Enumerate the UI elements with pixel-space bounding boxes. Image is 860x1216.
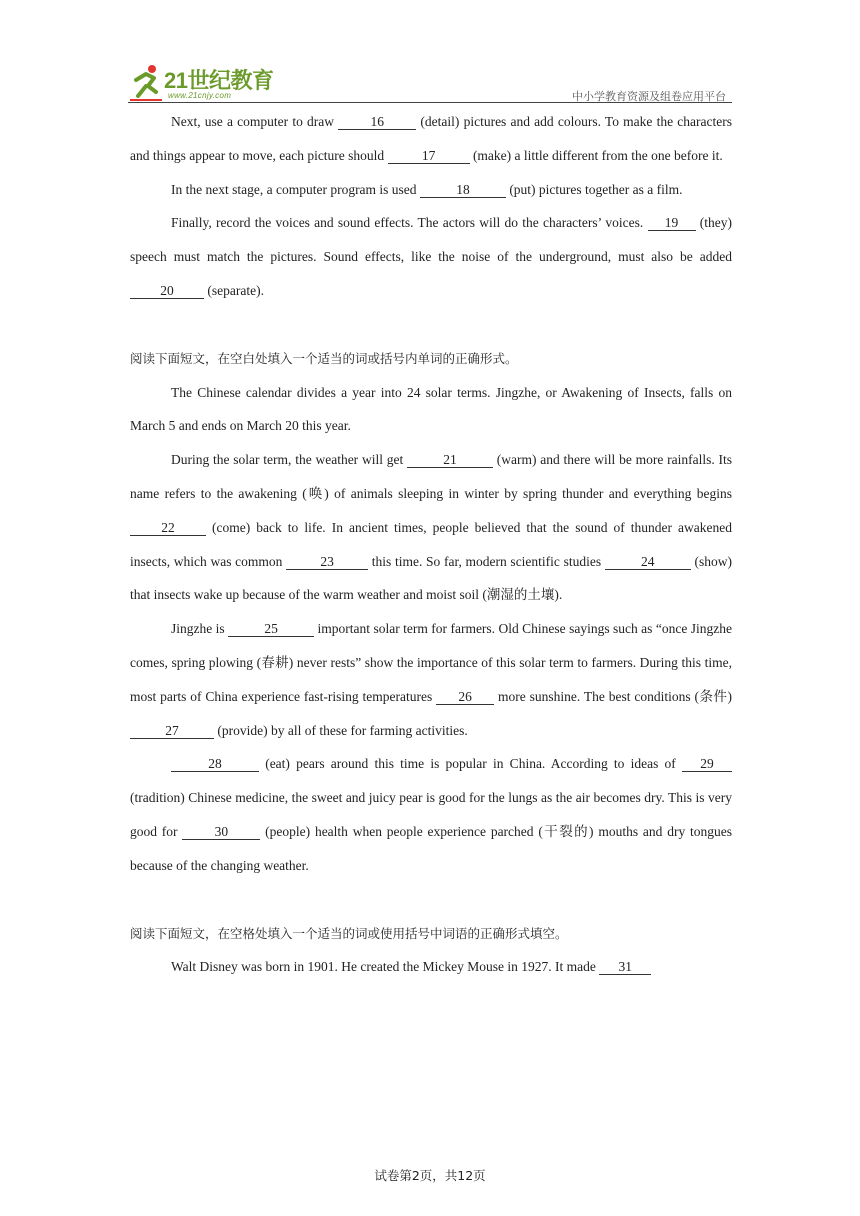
- blank-21[interactable]: 21: [407, 453, 493, 468]
- page-number: 试卷第2页，共12页: [374, 1168, 486, 1183]
- exam-content: [130, 105, 732, 984]
- blank-28[interactable]: 28: [171, 757, 259, 772]
- paragraph: Jingzhe is 25 important solar term for farmers. Old Chinese sayings such as “once Jingzhe comes, spring plowing (春耕) never rests” show the importance of this solar term to farmers. During this time, most parts of China experience fast-rising temperatures 26 more sunshine. The best conditions (条件) 27 (provide) by all of these for farming activities.: [130, 621, 733, 738]
- header-divider: [128, 102, 732, 103]
- paragraph: In the next stage, a computer program is used 18 (put) pictures together as a film.: [171, 181, 683, 197]
- running-man-logo-icon: [128, 62, 168, 102]
- paragraph: 28 (eat) pears around this time is popular in China. According to ideas of 29 (tradition) Chinese medicine, the sweet and juicy pear is good for the lungs as the air becomes dry. This is very good for 30 (people) health when people experience parched (干裂的) mouths and dry tongues because of the changing weather.: [130, 756, 732, 873]
- blank-30[interactable]: 30: [182, 825, 260, 840]
- paragraph: Finally, record the voices and sound effects. The actors will do the characters’ voices. 19 (they) speech must match the pictures. Sound effects, like the noise of the underground, must also be added 20 (separate).: [130, 215, 733, 298]
- blank-31[interactable]: 31: [599, 960, 651, 975]
- paragraph: During the solar term, the weather will get 21 (warm) and there will be more rainfalls. Its name refers to the awakening (唤) of animals sleeping in winter by spring thunder and everything begins 22 (come) back to life. In ancient times, people believed that the sound of thunder awakened insects, which was common 23 this time. So far, modern scientific studies 24 (show) that insects wake up because of the warm weather and moist soil (潮湿的土壤).: [130, 452, 732, 603]
- blank-24[interactable]: 24: [605, 555, 691, 570]
- blank-18[interactable]: 18: [420, 183, 506, 198]
- blank-29[interactable]: 29: [682, 757, 732, 772]
- section-heading: 阅读下面短文，在空格处填入一个适当的词或使用括号中词语的正确形式填空。: [130, 925, 568, 941]
- paragraph: Next, use a computer to draw 16 (detail) pictures and add colours. To make the characters and things appear to move, each picture should 17 (make) a little different from the one before it.: [130, 114, 732, 163]
- blank-16[interactable]: 16: [338, 115, 416, 130]
- logo-text: 21世纪教育: [164, 68, 274, 93]
- blank-17[interactable]: 17: [388, 149, 470, 164]
- section-heading: 阅读下面短文，在空白处填入一个适当的词或括号内单词的正确形式。: [130, 350, 518, 366]
- blank-26[interactable]: 26: [436, 690, 494, 705]
- blank-25[interactable]: 25: [228, 622, 314, 637]
- blank-20[interactable]: 20: [130, 284, 204, 299]
- paragraph: Walt Disney was born in 1901. He created the Mickey Mouse in 1927. It made 31: [130, 950, 732, 984]
- platform-name: 中小学教育资源及组卷应用平台: [572, 90, 726, 103]
- blank-27[interactable]: 27: [130, 724, 214, 739]
- blank-23[interactable]: 23: [286, 555, 368, 570]
- blank-19[interactable]: 19: [648, 216, 696, 231]
- blank-22[interactable]: 22: [130, 521, 206, 536]
- logo-url: www.21cnjy.com: [168, 91, 232, 100]
- paragraph: The Chinese calendar divides a year into 24 solar terms. Jingzhe, or Awakening of Insects, falls on March 5 and ends on March 20 this year.: [130, 384, 732, 434]
- page-header: [128, 62, 732, 104]
